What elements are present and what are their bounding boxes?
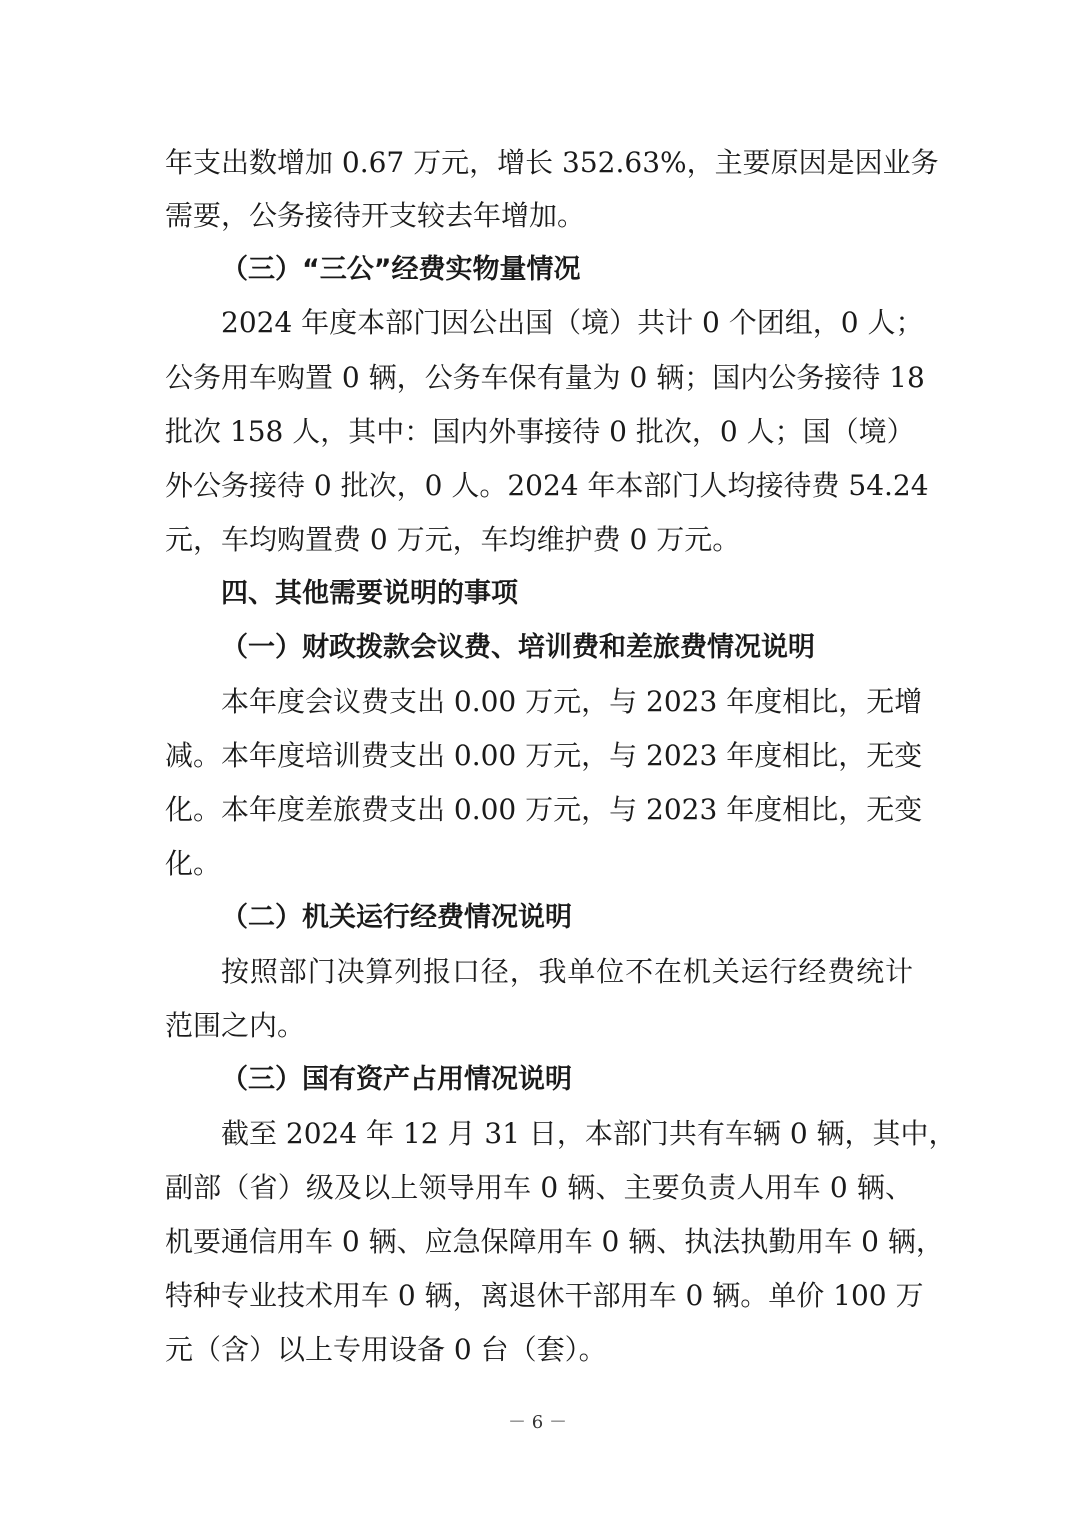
section-heading: （三）“三公”经费实物量情况 (221, 254, 581, 285)
paragraph-line: 截至 2024 年 12 月 31 日，本部门共有车辆 0 辆，其中， (221, 1117, 957, 1150)
paragraph-line: 减。本年度培训费支出 0.00 万元，与 2023 年度相比，无变 (165, 739, 923, 772)
paragraph-line: 化。本年度差旅费支出 0.00 万元，与 2023 年度相比，无变 (165, 793, 923, 826)
paragraph-line: 机要通信用车 0 辆、应急保障用车 0 辆、执法执勤用车 0 辆， (165, 1225, 944, 1258)
paragraph-line: 2024 年度本部门因公出国（境）共计 0 个团组，0 人； (221, 306, 924, 339)
paragraph-line: 公务用车购置 0 辆，公务车保有量为 0 辆；国内公务接待 18 (165, 361, 925, 394)
paragraph-line: 本年度会议费支出 0.00 万元，与 2023 年度相比，无增 (221, 685, 923, 718)
paragraph-line: 元（含）以上专用设备 0 台（套）。 (165, 1333, 607, 1366)
paragraph-line: 外公务接待 0 批次，0 人。2024 年本部门人均接待费 54.24 (165, 469, 929, 502)
paragraph-line: 年支出数增加 0.67 万元，增长 352.63%，主要原因是因业务 (165, 146, 939, 179)
paragraph-line: 按照部门决算列报口径，我单位不在机关运行经费统计 (221, 955, 913, 988)
paragraph-line: 特种专业技术用车 0 辆，离退休干部用车 0 辆。单价 100 万 (165, 1279, 924, 1312)
paragraph-line: 批次 158 人，其中：国内外事接待 0 批次，0 人；国（境） (165, 415, 915, 448)
paragraph-line: 范围之内。 (165, 1009, 306, 1042)
paragraph-line: 元，车均购置费 0 万元，车均维护费 0 万元。 (165, 523, 741, 556)
section-heading: （二）机关运行经费情况说明 (221, 902, 572, 933)
paragraph-line: 需要，公务接待开支较去年增加。 (165, 199, 586, 232)
paragraph-line: 副部（省）级及以上领导用车 0 辆、主要负责人用车 0 辆、 (165, 1171, 913, 1204)
section-heading: （一）财政拨款会议费、培训费和差旅费情况说明 (221, 632, 815, 663)
section-heading: （三）国有资产占用情况说明 (221, 1064, 572, 1095)
chapter-heading: 四、其他需要说明的事项 (221, 578, 518, 609)
page-number: － 6 － (508, 1412, 567, 1433)
paragraph-line: 化。 (165, 847, 222, 880)
